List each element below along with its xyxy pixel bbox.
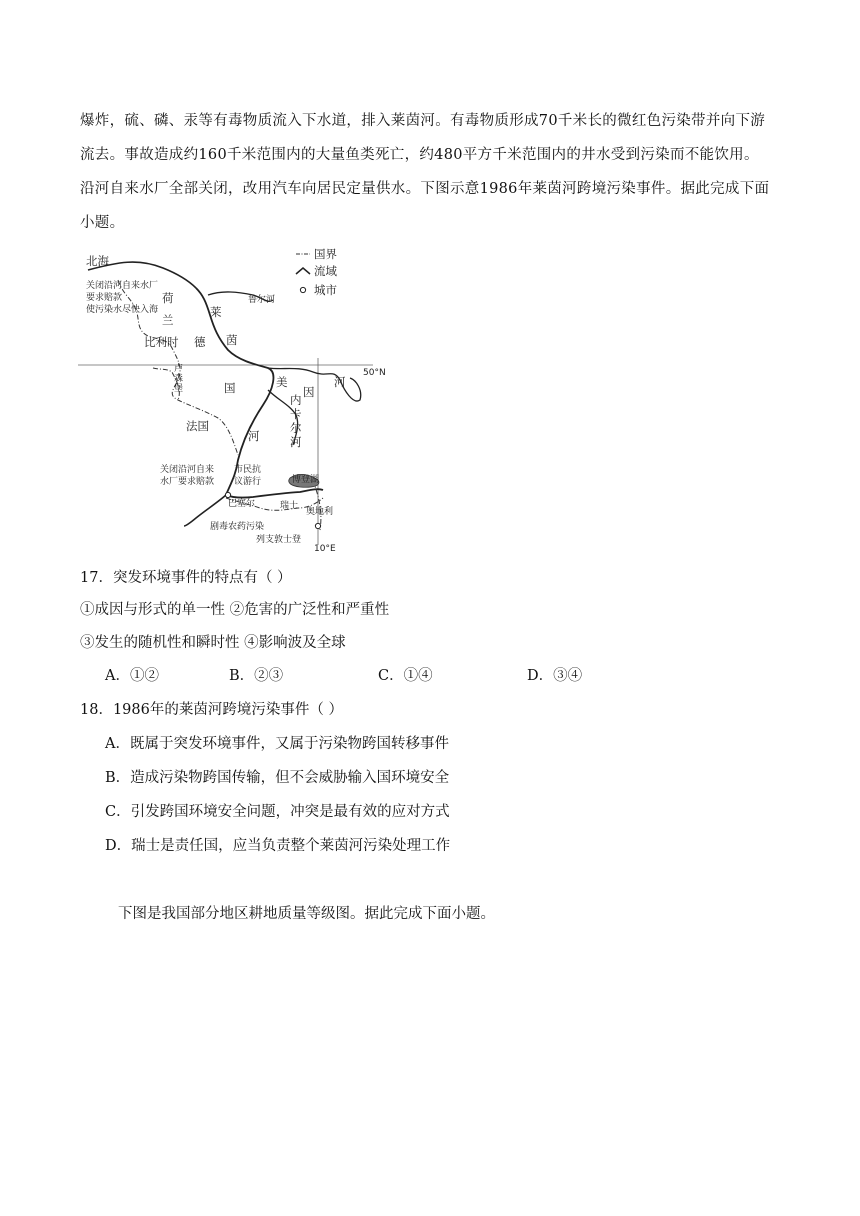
label-yin: 茵 xyxy=(226,333,238,347)
label-close-plants-2a: 关闭沿河自来 xyxy=(160,465,215,475)
border-austria xyxy=(313,480,321,530)
legend-city-symbol xyxy=(300,287,305,292)
legend-river-label: 流域 xyxy=(314,264,337,278)
q18-option-c[interactable]: C．引发跨国环境安全问题，冲突是最有效的应对方式 xyxy=(105,804,450,820)
q17-option-d[interactable]: D．③④ xyxy=(527,668,583,684)
city-vaduz xyxy=(315,523,320,528)
label-swiss: 瑞士 xyxy=(280,501,299,511)
label-close-plants-1c: 使污染水尽快入海 xyxy=(86,305,159,315)
label-ruhr: 鲁尔河 xyxy=(248,295,276,305)
label-lu: 卢 xyxy=(174,364,184,374)
label-lan: 兰 xyxy=(162,313,174,327)
label-close-plants-2b: 水厂要求赔款 xyxy=(160,477,215,487)
label-austria: 奥地利 xyxy=(306,507,334,517)
label-protest-b: 议游行 xyxy=(234,477,262,487)
intro-line-1: 爆炸，硫、磷、汞等有毒物质流入下水道，排入莱茵河。有毒物质形成70千米长的微红色污染带并向下游 xyxy=(80,113,766,129)
label-yin2: 因 xyxy=(303,385,315,399)
label-lai: 莱 xyxy=(210,305,222,319)
intro-line-4: 小题。 xyxy=(80,215,125,231)
intro-line-3: 沿河自来水厂全部关闭，改用汽车向居民定量供水。下图示意1986年莱茵河跨境污染事件。据此完成下面 xyxy=(80,181,770,197)
label-close-plants-1a: 关闭沿河自来水厂 xyxy=(86,281,159,291)
label-belgium: 比利时 xyxy=(144,335,179,349)
label-bao: 堡 xyxy=(174,384,184,394)
q18-option-d[interactable]: D．瑞士是责任国，应当负责整个莱茵河污染处理工作 xyxy=(105,838,451,854)
label-mei: 美 xyxy=(276,375,288,389)
legend-city-label: 城市 xyxy=(314,283,337,297)
q18-option-a[interactable]: A．既属于突发环境事件，又属于污染物跨国转移事件 xyxy=(105,736,449,752)
q17-option-b[interactable]: B．②③ xyxy=(229,668,284,684)
label-liechtenstein: 列支敦士登 xyxy=(256,535,302,545)
legend-border-label: 国界 xyxy=(314,247,337,261)
label-nei: 内 xyxy=(290,393,302,407)
q18-stem: 18．1986年的莱茵河跨境污染事件（ ） xyxy=(80,702,343,718)
q17-option-a[interactable]: A．①② xyxy=(105,668,159,684)
label-basel: 巴塞尔 xyxy=(228,499,256,509)
label-er: 尔 xyxy=(290,421,302,435)
rhine-pollution-map xyxy=(78,240,393,555)
label-he4: 河 xyxy=(290,435,302,449)
label-ka: 卡 xyxy=(290,407,302,421)
label-sen: 森 xyxy=(174,374,184,384)
label-10e: 10°E xyxy=(314,544,336,554)
label-close-plants-1b: 要求赔款 xyxy=(86,293,123,303)
label-lake: 博登湖 xyxy=(292,475,320,485)
q17-option-c[interactable]: C．①④ xyxy=(378,668,433,684)
q17-options-line-2: ③发生的随机性和瞬时性 ④影响波及全球 xyxy=(80,635,346,651)
label-de: 德 xyxy=(194,335,206,349)
label-he3: 河 xyxy=(334,375,346,389)
label-pesticide: 剧毒农药污染 xyxy=(210,522,265,532)
map-legend xyxy=(296,247,337,297)
q17-options-line-1: ①成因与形式的单一性 ②危害的广泛性和严重性 xyxy=(80,602,390,618)
label-he: 荷 xyxy=(162,291,174,305)
label-he2: 河 xyxy=(248,429,260,443)
label-guo: 国 xyxy=(224,381,236,395)
city-basel xyxy=(225,492,230,497)
q18-option-b[interactable]: B．造成污染物跨国传输，但不会威胁输入国环境安全 xyxy=(105,770,450,786)
label-north-sea: 北海 xyxy=(86,254,109,268)
label-france: 法国 xyxy=(186,419,209,433)
intro-line-2: 流去。事故造成约160千米范围内的大量鱼类死亡，约480平方千米范围内的井水受到污染而不能饮用。 xyxy=(80,147,759,163)
label-protest-a: 市民抗 xyxy=(234,465,262,475)
label-50n: 50°N xyxy=(363,368,386,378)
legend-river-symbol xyxy=(296,268,310,274)
next-section-intro: 下图是我国部分地区耕地质量等级图。据此完成下面小题。 xyxy=(118,906,495,922)
q17-stem: 17．突发环境事件的特点有（ ） xyxy=(80,570,292,586)
